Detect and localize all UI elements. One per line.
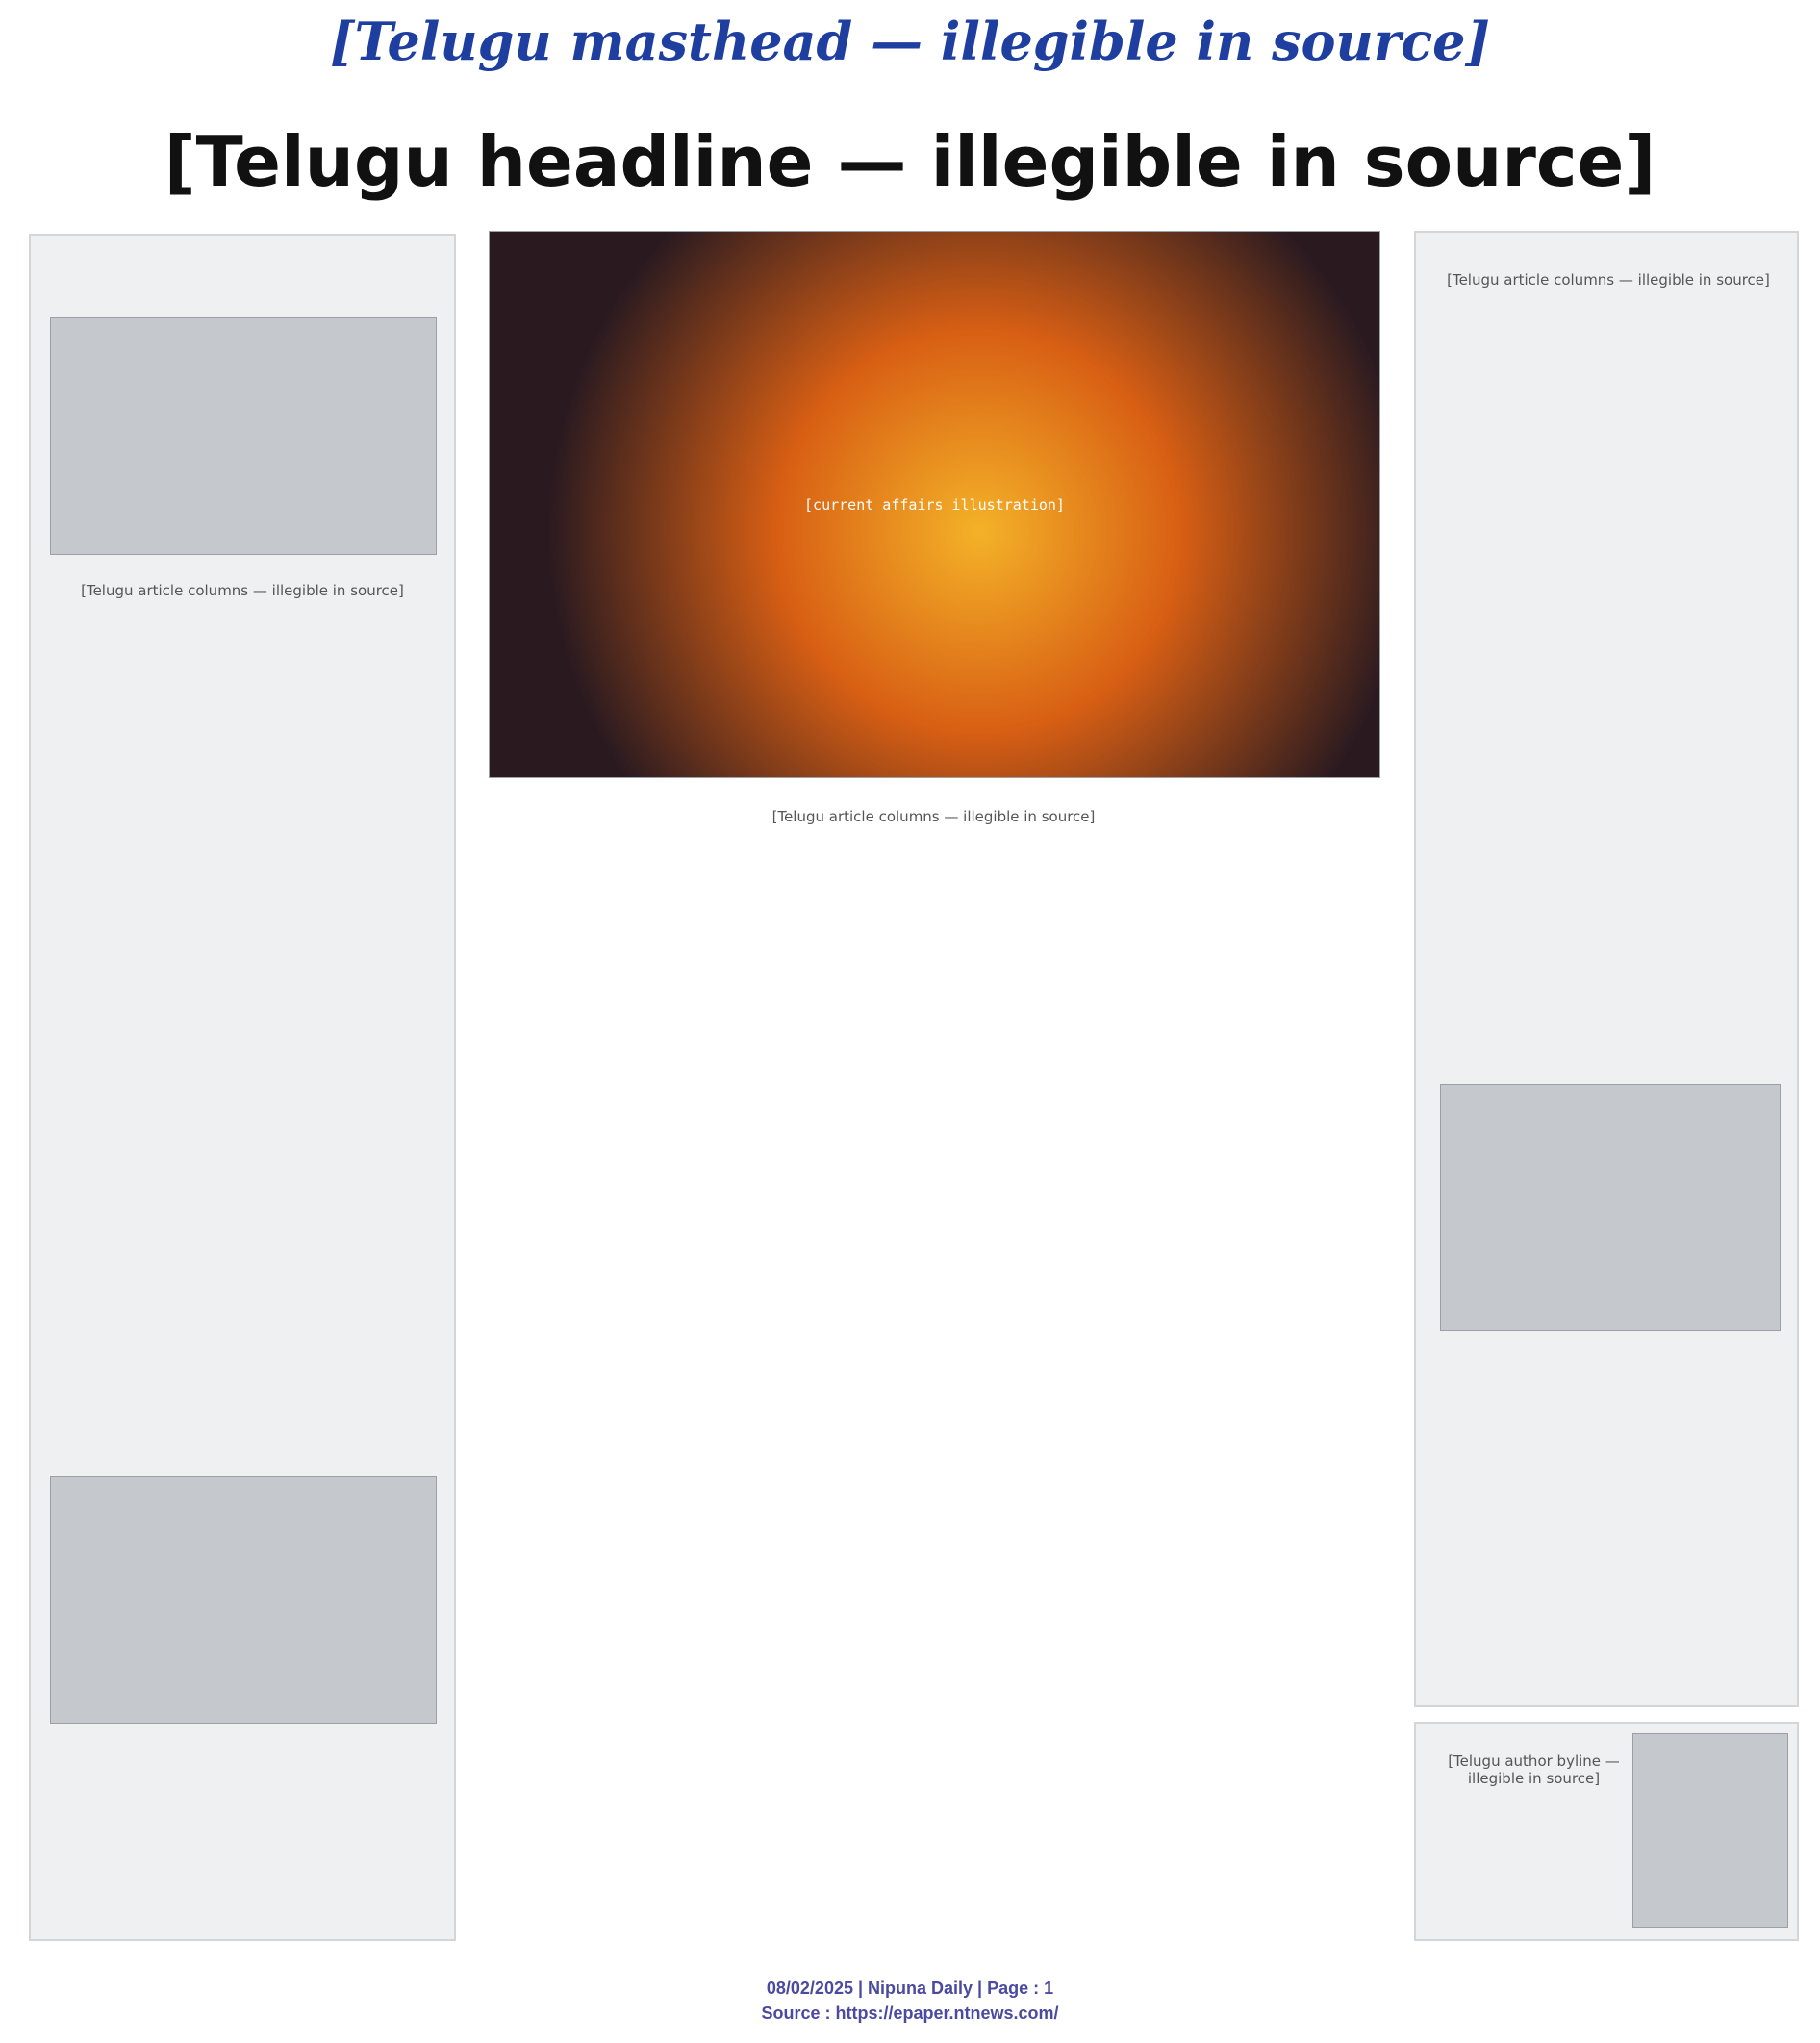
right-column bbox=[1414, 231, 1799, 1707]
page-footer bbox=[0, 1976, 1820, 2026]
left-column bbox=[29, 234, 456, 1941]
middle-column bbox=[479, 231, 1395, 1938]
middle-column-text: [Telugu article columns — illegible in source] bbox=[771, 808, 1096, 825]
photo-placeholder bbox=[1440, 1084, 1781, 1331]
photo-placeholder bbox=[50, 317, 437, 555]
headline: [Telugu headline — illegible in source] bbox=[164, 121, 1656, 202]
author-photo bbox=[1632, 1733, 1788, 1928]
author-byline bbox=[1414, 1722, 1799, 1941]
left-column-text: [Telugu article columns — illegible in source] bbox=[81, 582, 404, 599]
right-column-text: [Telugu article columns — illegible in source] bbox=[1447, 271, 1770, 289]
masthead: [Telugu masthead — illegible in source] bbox=[329, 11, 1490, 72]
byline-text: [Telugu author byline — illegible in source] bbox=[1448, 1753, 1620, 1787]
hero-illustration: [current affairs illustration] bbox=[489, 231, 1380, 778]
footer-source-line: Source : https://epaper.ntnews.com/ bbox=[761, 2004, 1059, 2023]
footer-date-line: 08/02/2025 | Nipuna Daily | Page : 1 bbox=[766, 1979, 1054, 1998]
photo-placeholder bbox=[50, 1476, 437, 1724]
